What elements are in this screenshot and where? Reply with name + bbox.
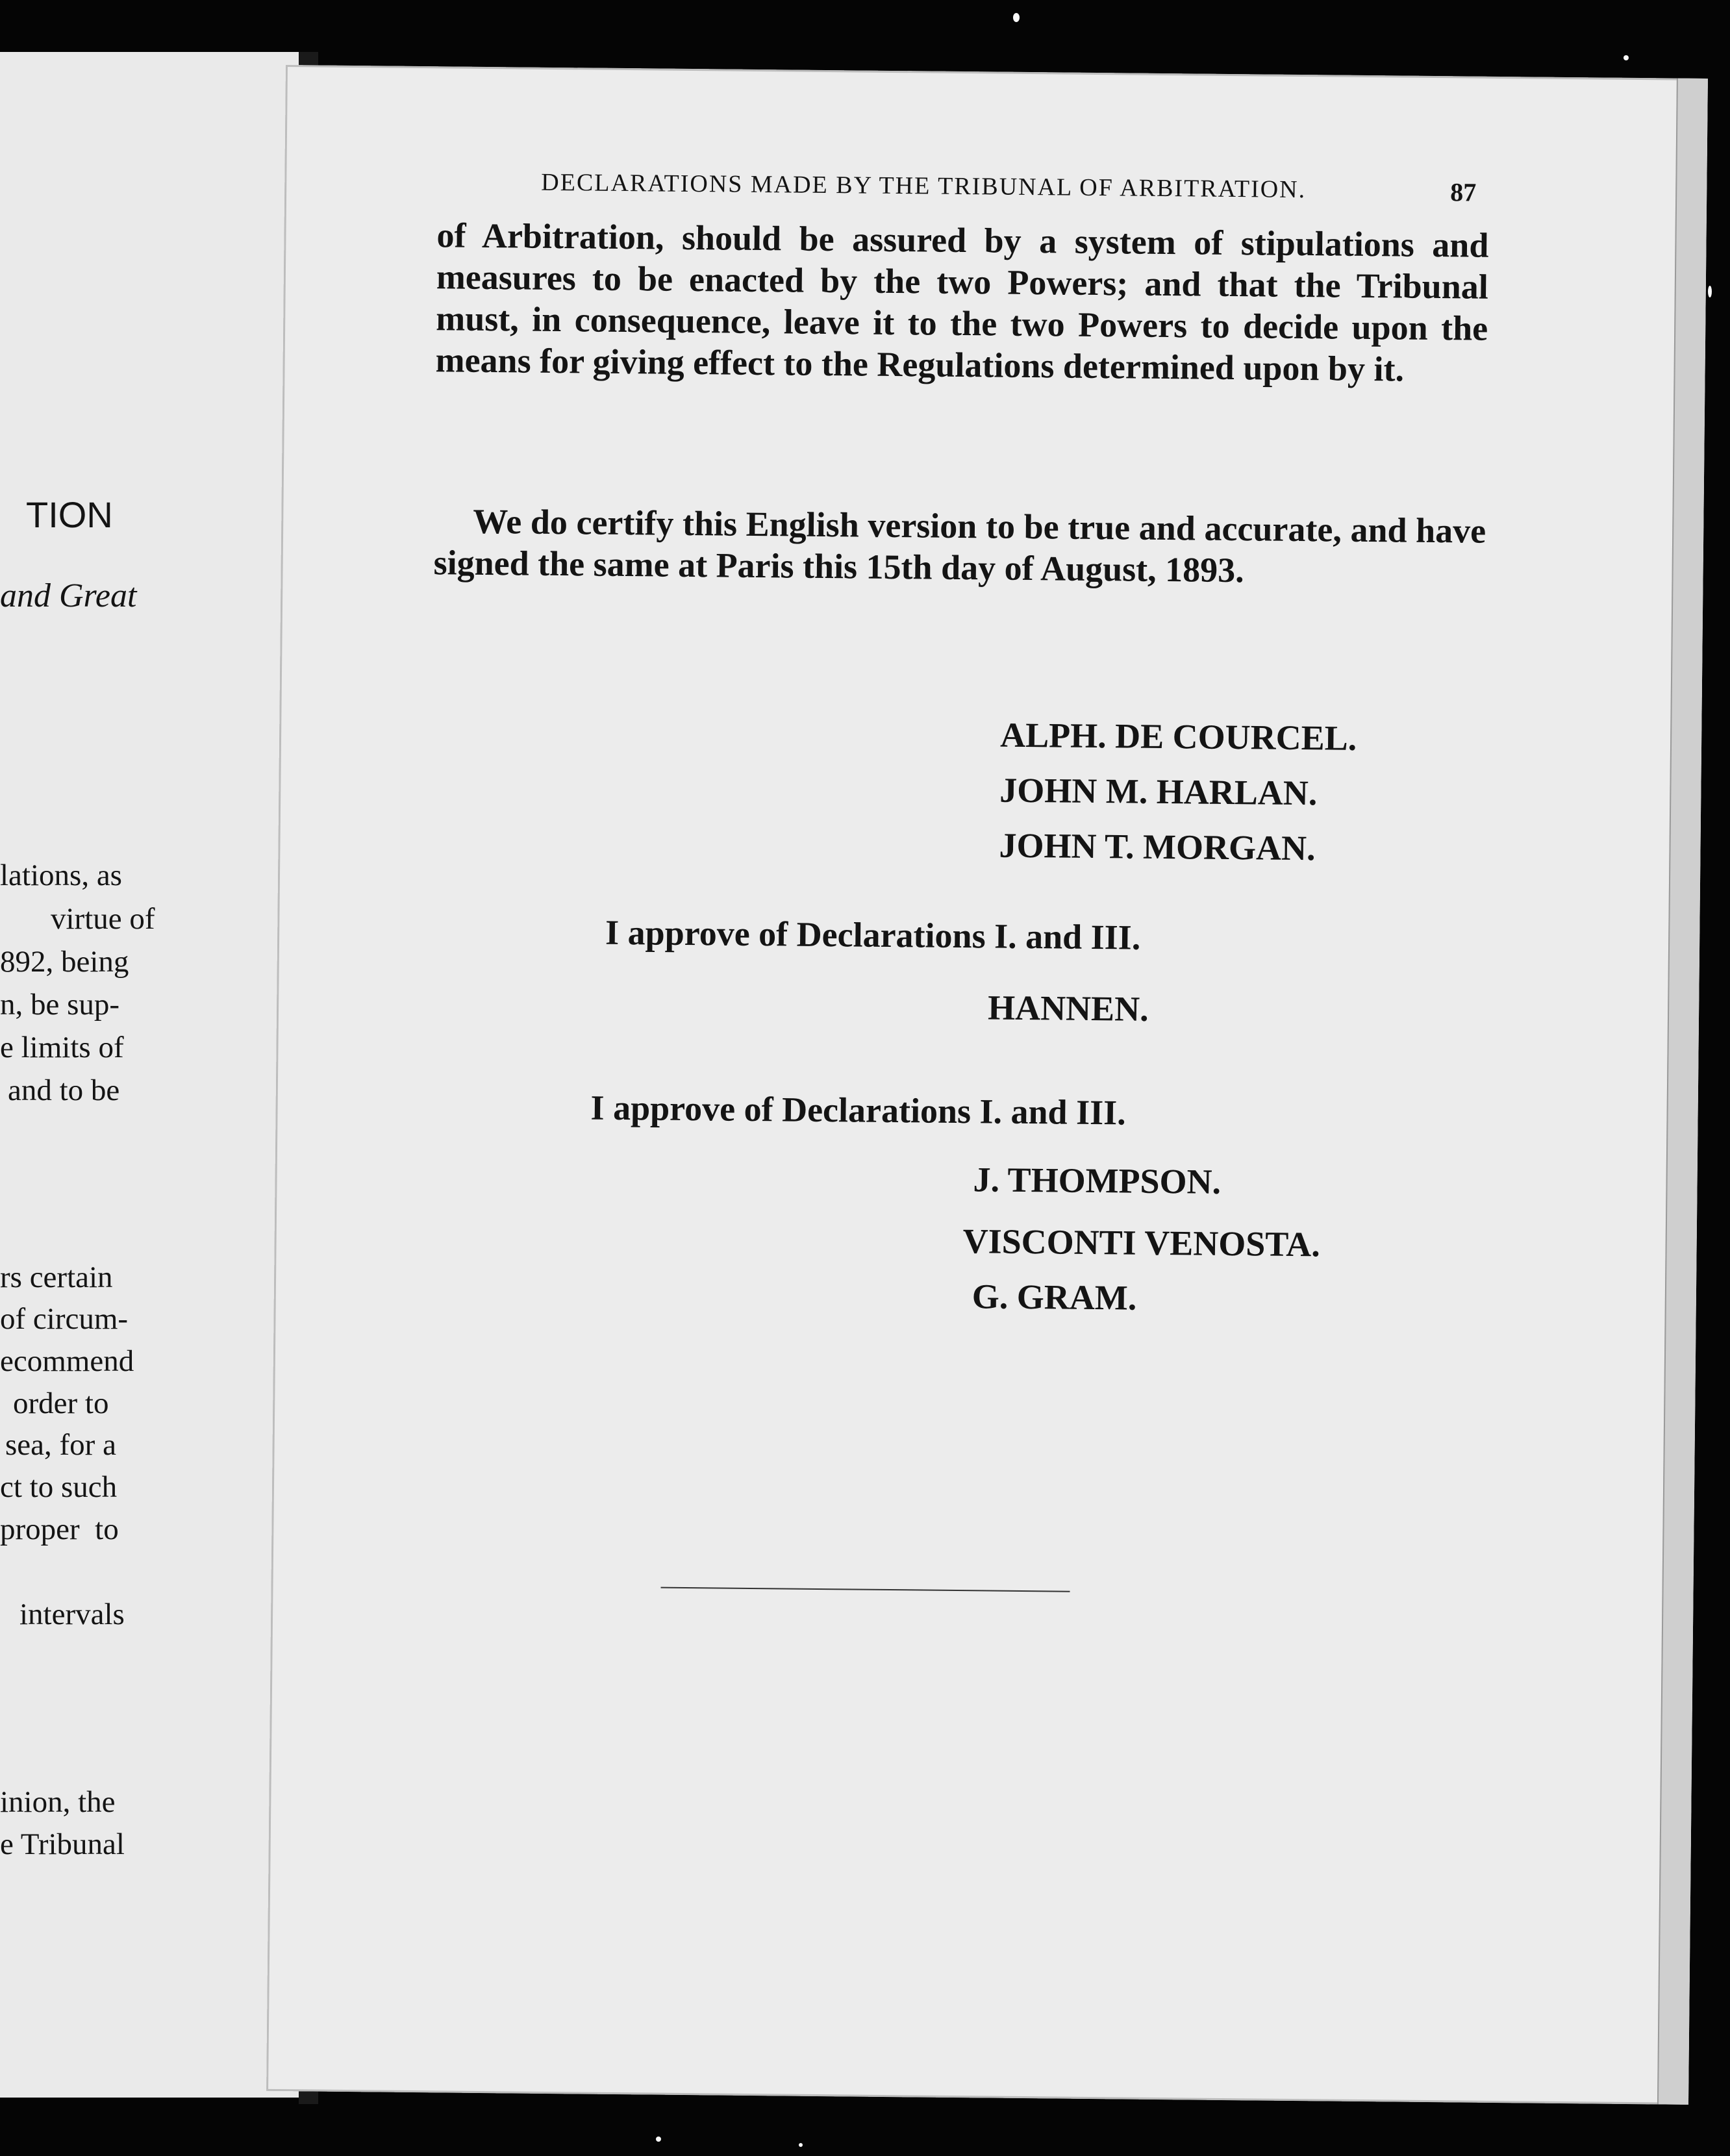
document-page bbox=[266, 65, 1708, 2105]
approval-statement: I approve of Declarations I. and III. bbox=[605, 912, 1141, 957]
left-heading: TION bbox=[26, 494, 113, 535]
left-line: e limits of bbox=[0, 1031, 124, 1064]
signature: VISCONTI VENOSTA. bbox=[962, 1222, 1321, 1264]
paragraph-text: We do certify this English version to be true and accurate, and have signed the same at Paris this 15th day of August, 1893. bbox=[433, 501, 1486, 590]
left-line: ct to such bbox=[0, 1470, 118, 1504]
body-paragraph bbox=[435, 214, 1488, 391]
signature: HANNEN. bbox=[987, 988, 1149, 1029]
left-line: proper to bbox=[0, 1512, 119, 1546]
left-line: virtue of bbox=[51, 902, 155, 936]
left-line: n, be sup- bbox=[0, 988, 120, 1022]
certification-paragraph bbox=[433, 500, 1486, 594]
left-facing-page bbox=[0, 52, 303, 2098]
signature: ALPH. DE COURCEL. bbox=[999, 715, 1357, 758]
left-line: order to bbox=[13, 1386, 109, 1420]
signature: JOHN M. HARLAN. bbox=[999, 770, 1318, 813]
running-head: DECLARATIONS MADE BY THE TRIBUNAL OF ARBITRATION. bbox=[541, 168, 1307, 204]
left-line: sea, for a bbox=[5, 1428, 116, 1462]
approval-statement: I approve of Declarations I. and III. bbox=[590, 1088, 1126, 1133]
left-line: lations, as bbox=[0, 859, 122, 892]
left-line: rs certain bbox=[0, 1260, 113, 1294]
left-line: ecommend bbox=[0, 1344, 134, 1378]
signature: J. THOMPSON. bbox=[973, 1160, 1222, 1201]
paragraph-text: of Arbitration, should be assured by a system of stipulations and measures to be enacted by the two Powers; and that the Tribunal must, in consequence, leave it to the two Powers to decide upon the means for giving effect to the Regulations determined upon by it. bbox=[435, 216, 1489, 389]
left-line: and to be bbox=[8, 1073, 120, 1107]
left-subheading: and Great bbox=[0, 577, 137, 614]
left-line: intervals bbox=[19, 1598, 125, 1631]
page-number: 87 bbox=[1449, 177, 1477, 207]
signature: G. GRAM. bbox=[972, 1277, 1137, 1318]
left-line: inion, the bbox=[0, 1785, 116, 1819]
left-line: e Tribunal bbox=[0, 1827, 125, 1861]
left-line: 892, being bbox=[0, 945, 129, 979]
signature: JOHN T. MORGAN. bbox=[999, 825, 1316, 868]
left-line: of circum- bbox=[0, 1302, 129, 1336]
closing-rule bbox=[661, 1587, 1070, 1592]
